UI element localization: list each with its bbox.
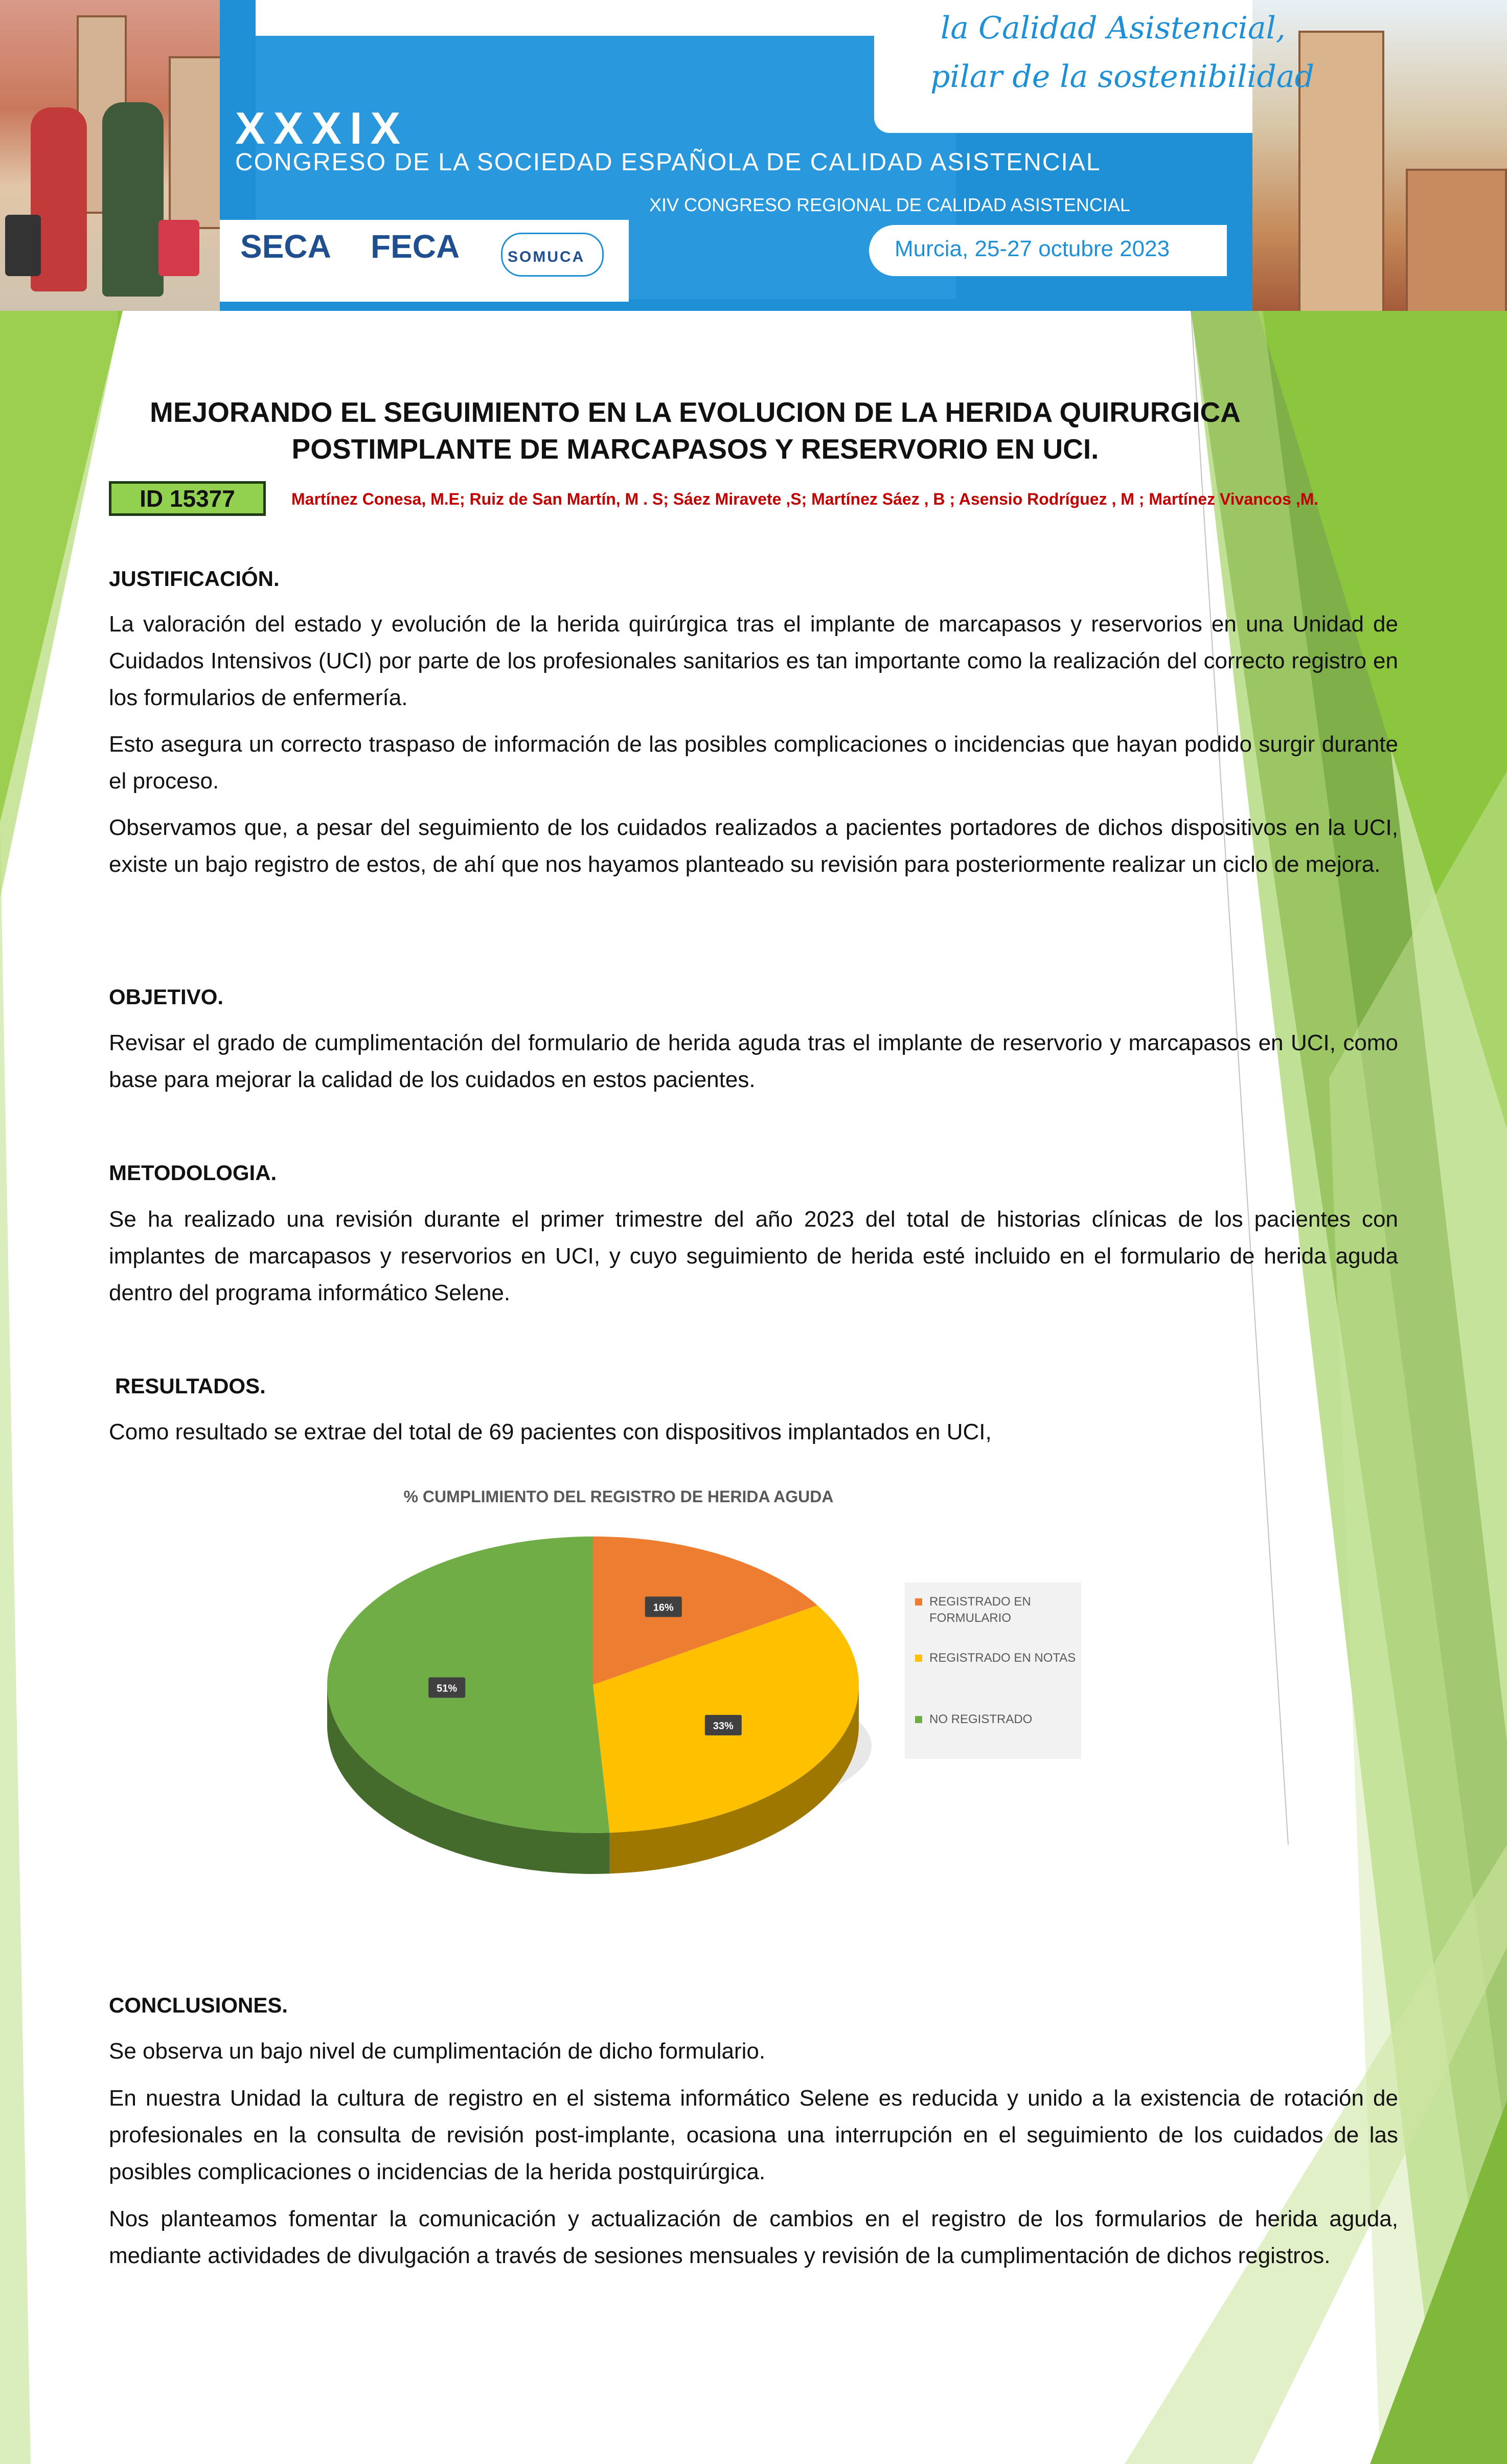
- congress-banner: [0, 0, 1507, 311]
- left-green-sliver: [0, 822, 31, 2464]
- poster-title: MEJORANDO EL SEGUIMIENTO EN LA EVOLUCION DE LA HERIDA QUIRURGICA POSTIMPLANTE DE MARCAPASOS Y RESERVORIO EN UCI.: [150, 396, 1241, 465]
- heading-metodologia: METODOLOGIA.: [109, 1161, 277, 1185]
- pie-chart-registro-herida: [327, 1473, 1084, 1953]
- heading-resultados: RESULTADOS.: [115, 1374, 266, 1398]
- congress-number: XXXIX: [235, 103, 409, 153]
- illustration-murcia-cathedral: [1252, 0, 1507, 311]
- pie-chart-svg: [327, 1473, 1084, 1953]
- illustration-suitcase: [158, 220, 199, 276]
- paragraph-metodologia: Se ha realizado una revisión durante el primer trimestre del año 2023 del total de historias clínicas de los pacientes con implantes de marcapasos y reservorios en UCI, y cuyo seguimiento de herida esté incluido en el formulario de herida aguda dentro del programa informático Selene.: [109, 1207, 1398, 1305]
- illustration-building: [1406, 169, 1507, 311]
- legend-label-1: REGISTRADO EN NOTAS: [929, 1651, 1076, 1665]
- slogan-line-1: la Calidad Asistencial,: [941, 10, 1286, 46]
- paragraph-justificacion-2: Esto asegura un correcto traspaso de información de las posibles complicaciones o incidencias que hayan podido surgir durante el proceso.: [109, 732, 1398, 794]
- paragraph-objetivo: Revisar el grado de cumplimentación del formulario de herida aguda tras el implante de reservorio y marcapasos en UCI, como base para mejorar la calidad de los cuidados en estos pacientes.: [109, 1030, 1398, 1092]
- pie-label-2: 51%: [437, 1683, 458, 1694]
- heading-justificacion: JUSTIFICACIÓN.: [109, 567, 280, 591]
- heading-objetivo: OBJETIVO.: [109, 985, 224, 1009]
- legend-swatch-2: [915, 1716, 922, 1723]
- paragraph-conclusiones-3: Nos planteamos fomentar la comunicación y actualización de cambios en el registro de los formularios de herida aguda, mediante actividades de divulgación a través de sesiones mensuales y revisión de la cumplimentación de dichos registros.: [109, 2206, 1398, 2268]
- congress-name: CONGRESO DE LA SOCIEDAD ESPAÑOLA DE CALIDAD ASISTENCIAL: [235, 149, 1101, 176]
- heading-conclusiones: CONCLUSIONES.: [109, 1993, 288, 2017]
- paragraph-conclusiones-1: Se observa un bajo nivel de cumplimentación de dicho formulario.: [109, 2039, 766, 2064]
- legend-swatch-1: [915, 1655, 922, 1662]
- paragraph-resultados: Como resultado se extrae del total de 69 pacientes con dispositivos implantados en UCI,: [109, 1419, 992, 1444]
- pie-label-1: 33%: [713, 1720, 734, 1732]
- chart-legend: [905, 1583, 1081, 1759]
- legend-label-2: NO REGISTRADO: [929, 1712, 1033, 1726]
- poster-id-badge: ID 15377: [109, 481, 266, 516]
- chart-title: % CUMPLIMIENTO DEL REGISTRO DE HERIDA AGUDA: [403, 1487, 834, 1506]
- poster-authors: Martínez Conesa, M.E; Ruiz de San Martín, M . S; Sáez Miravete ,S; Martínez Sáez , B ; Asensio Rodríguez , M ; Martínez Vivancos ,M.: [291, 490, 1319, 508]
- seca-logo: SECA: [240, 228, 331, 265]
- illustration-travelers: [0, 0, 256, 311]
- congress-date: Murcia, 25-27 octubre 2023: [895, 236, 1170, 261]
- paragraph-conclusiones-2: En nuestra Unidad la cultura de registro en el sistema informático Selene es reducida y unido a la existencia de rotación de profesionales en la consulta de revisión post-implante, ocasiona una interrupción en el seguimiento de los cuidados de las posibles complicaciones o incidencias de la herida postquirúrgica.: [109, 2086, 1398, 2184]
- somuca-logo: SOMUCA: [501, 233, 604, 277]
- illustration-traveler-right: [102, 102, 164, 297]
- legend-swatch-0: [915, 1598, 922, 1606]
- paragraph-justificacion-1: La valoración del estado y evolución de la herida quirúrgica tras el implante de marcapasos y reservorios en una Unidad de Cuidados Intensivos (UCI) por parte de los profesionales sanitarios es tan importante como la realización del correcto registro en los formularios de enfermería.: [109, 612, 1398, 710]
- illustration-suitcase: [5, 215, 41, 276]
- feca-logo: FECA: [371, 228, 460, 265]
- slogan-line-2: pilar de la sostenibilidad: [930, 59, 1315, 95]
- regional-congress-name: XIV CONGRESO REGIONAL DE CALIDAD ASISTENCIAL: [649, 194, 1130, 215]
- legend-label-0: REGISTRADO EN FORMULARIO: [929, 1595, 1031, 1625]
- legend-box: [905, 1583, 1081, 1759]
- pie-label-0: 16%: [653, 1602, 674, 1614]
- pie-slices: [327, 1536, 859, 1833]
- paragraph-justificacion-3: Observamos que, a pesar del seguimiento de los cuidados realizados a pacientes portadores de dichos dispositivos en la UCI, existe un bajo registro de estos, de ahí que nos hayamos planteado su revisión para posteriormente realizar un ciclo de mejora.: [109, 815, 1398, 877]
